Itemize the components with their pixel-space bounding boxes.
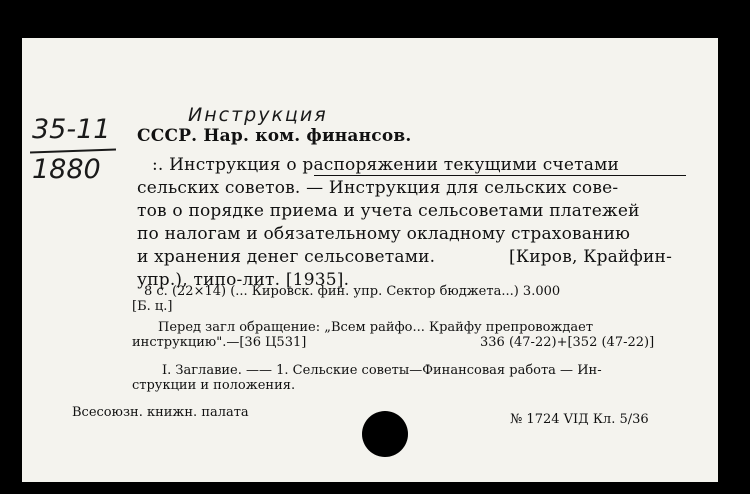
- pagination: 8 с. (22×14) (... Кировск. фин. упр. Сектор бюджета...) 3.000: [144, 284, 561, 299]
- subject-line-1: I. Заглавие. —— 1. Сельские советы—Финансовая работа — Ин-: [162, 363, 602, 378]
- title-underline: [314, 175, 686, 176]
- body-line-4: по налогам и обязательному окладному страхованию: [137, 224, 631, 244]
- publisher-place: [Киров, Крайфин-: [509, 247, 673, 267]
- handwritten-number: 1880: [32, 154, 101, 185]
- price: [Б. ц.]: [132, 299, 173, 314]
- body-line-5: и хранения денег сельсоветами.: [137, 247, 436, 267]
- body-line-6: упр.), типо-лит. [1935].: [137, 270, 350, 290]
- note-line-2: инструкцию".—[36 Ц531]: [132, 335, 307, 350]
- card-heading: СССР. Нар. ком. финансов.: [137, 126, 412, 146]
- footer-issuer: Всесоюзн. книжн. палата: [72, 405, 249, 420]
- handwritten-divider: [30, 148, 116, 153]
- subject-line-2: струкции и положения.: [132, 378, 296, 393]
- punch-hole: [362, 411, 408, 457]
- footer-card-number: № 1724 VIД Кл. 5/36: [510, 412, 649, 427]
- body-line-2: сельских советов. — Инструкция для сельских сове-: [137, 178, 619, 198]
- handwritten-annotation: Инструкция: [188, 104, 328, 126]
- classification-code: 336 (47-22)+[352 (47-22)]: [480, 335, 655, 350]
- handwritten-call-number: 35-11: [32, 114, 111, 145]
- body-line-3: тов о порядке приема и учета сельсоветами платежей: [137, 201, 640, 221]
- note-line-1: Перед загл обращение: „Всем райфо... Крайфу препровождает: [158, 320, 594, 335]
- catalog-card: [22, 38, 718, 482]
- body-line-1: :. Инструкция о распоряжении текущими счетами: [152, 155, 620, 175]
